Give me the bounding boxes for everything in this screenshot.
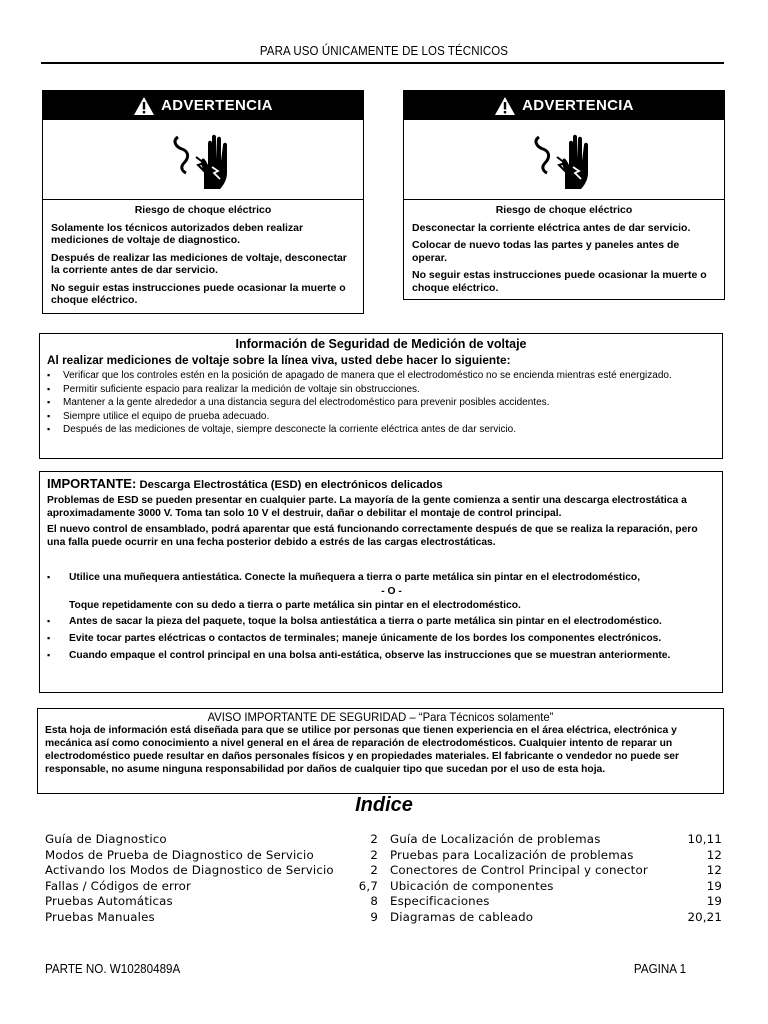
list-item: ▪ Verificar que los controles estén en la posición de apagado de manera que el electrodoméstico no se encienda mientras esté energizado. bbox=[47, 369, 714, 383]
aviso-box bbox=[37, 708, 724, 794]
toc-page: 2 bbox=[370, 832, 378, 846]
toc-row[interactable] bbox=[390, 879, 722, 895]
warning-paragraph: Colocar de nuevo todas las partes y paneles antes de operar. bbox=[412, 239, 680, 264]
safety-list bbox=[40, 369, 722, 437]
toc-label: Activando los Modos de Diagnostico de Servicio bbox=[45, 863, 334, 878]
risk-text: Riesgo de choque eléctrico bbox=[134, 204, 272, 216]
list-item: ▪ Mantener a la gente alrededor a una distancia segura del electrodoméstico para prevenir posibles accidentes. bbox=[47, 396, 714, 410]
list-item: ▪ Antes de sacar la pieza del paquete, toque la bolsa antiestática a tierra o parte metálica sin pintar en el electrodoméstico. bbox=[47, 615, 714, 629]
toc-label: Especificaciones bbox=[390, 894, 490, 909]
toc-label: Ubicación de componentes bbox=[390, 878, 554, 893]
toc-page: 20,21 bbox=[687, 909, 722, 924]
electric-shock-hand-icon bbox=[529, 129, 599, 191]
toc-row[interactable] bbox=[45, 832, 378, 848]
esd-box bbox=[39, 471, 723, 693]
warning-paragraph: No seguir estas instrucciones puede ocasionar la muerte o choque eléctrico. bbox=[412, 269, 707, 294]
header-rule bbox=[41, 62, 724, 64]
esd-paragraph: El nuevo control de ensamblado, podrá aparentar que está funcionando correctamente después de que se realiza la reparación, pero una falla puede ocurrir en una fecha posterior debido a estrés de las cargas electrostáticas. bbox=[47, 524, 698, 548]
warning-banner bbox=[43, 91, 363, 120]
list-item: ▪ Evite tocar partes eléctricas o contactos de terminales; maneje únicamente de los bordes los componentes electrónicos. bbox=[47, 632, 714, 646]
important-label: IMPORTANTE: bbox=[47, 476, 137, 491]
toc-row[interactable] bbox=[45, 910, 378, 926]
toc-left bbox=[45, 832, 378, 926]
toc-right bbox=[390, 832, 722, 926]
toc-page: 10,11 bbox=[687, 832, 722, 846]
esd-title: Descarga Electrostática (ESD) en electrónicos delicados bbox=[139, 479, 443, 491]
safety-subtitle: Al realizar mediciones de voltaje sobre la línea viva, usted debe hacer lo siguiente: bbox=[47, 353, 511, 367]
toc-page: 12 bbox=[706, 847, 722, 862]
toc-label: Pruebas Automáticas bbox=[45, 894, 173, 909]
warning-banner bbox=[404, 91, 724, 120]
warning-paragraph: Solamente los técnicos autorizados deben realizar mediciones de voltaje de diagnostico. bbox=[51, 221, 304, 246]
toc-page: 19 bbox=[706, 878, 722, 893]
header-title: PARA USO ÚNICAMENTE DE LOS TÉCNICOS bbox=[259, 44, 509, 58]
list-item: ▪ Después de las mediciones de voltaje, siempre desconecte la corriente eléctrica antes de dar servicio. bbox=[47, 423, 714, 437]
list-item: ▪ Utilice una muñequera antiestática. Conecte la muñequera a tierra o parte metálica sin pintar en el electrodoméstico, bbox=[47, 571, 714, 585]
toc-page: 8 bbox=[370, 894, 378, 909]
index-title: Indice bbox=[355, 794, 413, 816]
aviso-title: AVISO IMPORTANTE DE SEGURIDAD – “Para Técnicos solamente” bbox=[207, 710, 554, 724]
toc-label: Pruebas Manuales bbox=[45, 909, 155, 924]
voltage-safety-box bbox=[39, 333, 723, 459]
list-item: ▪ Siempre utilice el equipo de prueba adecuado. bbox=[47, 410, 714, 424]
or-separator: - O - bbox=[381, 585, 402, 597]
warning-paragraph: Después de realizar las mediciones de voltaje, desconectar la corriente antes de dar servicio. bbox=[51, 251, 347, 276]
list-item: ▪ Permitir suficiente espacio para realizar la medición de voltaje sin obstrucciones. bbox=[47, 383, 714, 397]
toc-row[interactable] bbox=[45, 879, 378, 895]
toc-label: Modos de Prueba de Diagnostico de Servicio bbox=[45, 847, 314, 862]
electric-shock-hand-icon bbox=[168, 129, 238, 191]
toc-page: 12 bbox=[706, 863, 722, 878]
toc-row[interactable] bbox=[390, 848, 722, 864]
aviso-text: Esta hoja de información está diseñada para que se utilice por personas que tienen experiencia en el área eléctrica, electrónica y mecánica así como conocimiento a nivel general en el área de reparación de electrodomésticos. Cualquier intento de reparar un electrodoméstico puede resultar en daños personales físicos y en propiedades materiales. El fabricante o vendedor no puede ser responsable, no asume ninguna responsabilidad por daños de cualquier tipo que sucedan por el uso de esta hoja. bbox=[45, 725, 680, 775]
toc-row[interactable] bbox=[390, 863, 722, 879]
toc-page: 19 bbox=[706, 894, 722, 909]
toc-label: Fallas / Códigos de error bbox=[45, 878, 191, 893]
toc-page: 2 bbox=[370, 847, 378, 862]
toc-page: 6,7 bbox=[358, 878, 378, 893]
esd-list bbox=[40, 571, 722, 663]
toc-row[interactable] bbox=[45, 894, 378, 910]
safety-title: Información de Seguridad de Medición de voltaje bbox=[235, 337, 527, 351]
toc-row[interactable] bbox=[45, 848, 378, 864]
esd-paragraph: Problemas de ESD se pueden presentar en cualquier parte. La mayoría de la gente comienza a sentir una descarga electrostática a aproximadamente 3000 V. Toma tan solo 10 V el destruir, dañar o debilitar el montaje de control principal. bbox=[47, 495, 687, 519]
toc-label: Guía de Localización de problemas bbox=[390, 832, 601, 846]
toc-label: Conectores de Control Principal y conector bbox=[390, 863, 648, 878]
toc-label: Pruebas para Localización de problemas bbox=[390, 847, 634, 862]
toc-row[interactable] bbox=[390, 910, 722, 926]
warning-box-left bbox=[42, 90, 364, 314]
list-item: ▪ Cuando empaque el control principal en una bolsa anti-estática, observe las instrucciones que se muestran anteriormente. bbox=[47, 649, 714, 663]
toc-label: Diagramas de cableado bbox=[390, 909, 534, 924]
warning-box-right bbox=[403, 90, 725, 300]
warning-triangle-icon bbox=[494, 96, 516, 116]
warning-paragraph: Desconectar la corriente eléctrica antes de dar servicio. bbox=[412, 221, 691, 234]
warning-paragraph: No seguir estas instrucciones puede ocasionar la muerte o choque eléctrico. bbox=[51, 281, 346, 306]
page-number: PAGINA 1 bbox=[633, 962, 686, 976]
toc-row[interactable] bbox=[45, 863, 378, 879]
risk-text: Riesgo de choque eléctrico bbox=[495, 204, 633, 216]
toc-label: Guía de Diagnostico bbox=[45, 832, 167, 846]
toc-page: 2 bbox=[370, 863, 378, 878]
toc-page: 9 bbox=[370, 909, 378, 924]
toc-row[interactable] bbox=[390, 894, 722, 910]
warning-label: ADVERTENCIA bbox=[522, 97, 634, 114]
part-number: PARTE NO. W10280489A bbox=[45, 962, 181, 976]
list-item: Toque repetidamente con su dedo a tierra o parte metálica sin pintar en el electrodoméstico. bbox=[69, 599, 521, 611]
warning-triangle-icon bbox=[133, 96, 155, 116]
warning-label: ADVERTENCIA bbox=[161, 97, 273, 114]
toc-row[interactable] bbox=[390, 832, 722, 848]
